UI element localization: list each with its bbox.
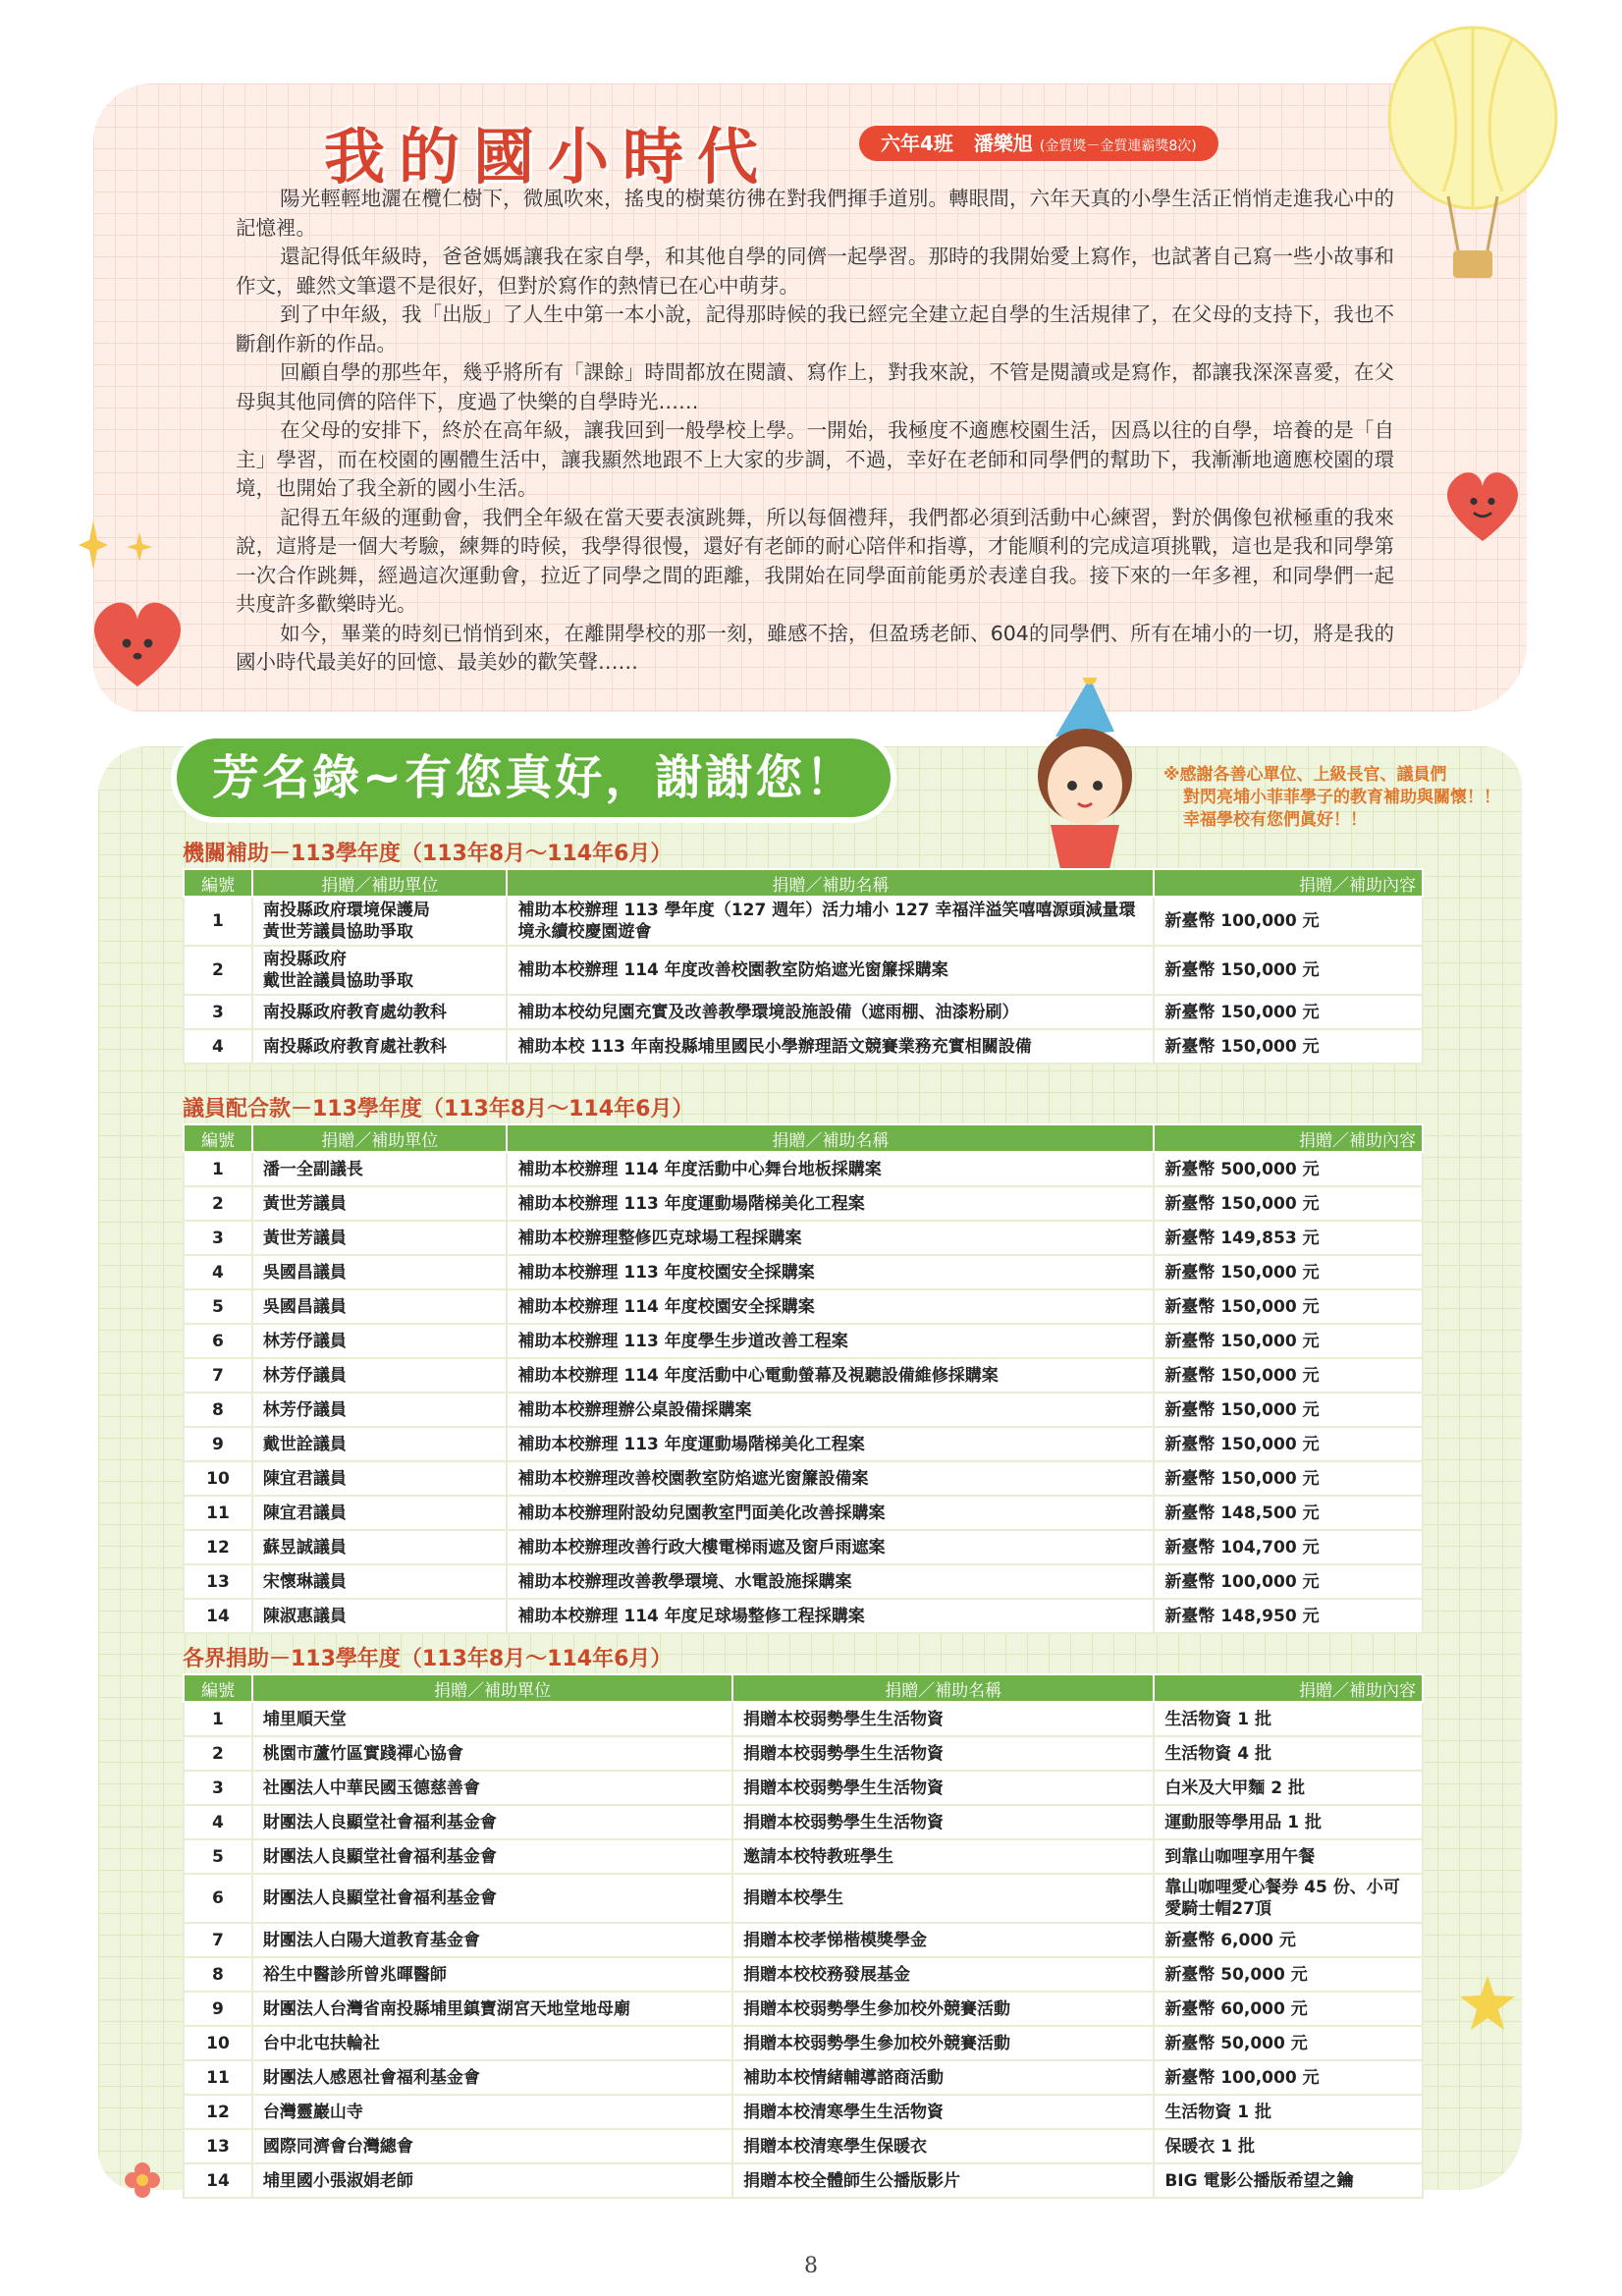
donor-unit: 財團法人台灣省南投縣埔里鎮寶湖宮天地堂地母廟 — [252, 1992, 732, 2026]
donor-unit: 林芳伃議員 — [252, 1324, 508, 1358]
donation-name: 補助本校辦理 114 年度改善校園教室防焰遮光窗簾採購案 — [507, 946, 1154, 995]
row-number: 14 — [184, 2163, 252, 2198]
donation-name: 捐贈本校弱勢學生生活物資 — [732, 1736, 1154, 1771]
table-row — [184, 2129, 1423, 2163]
page-number: 8 — [804, 2254, 818, 2278]
table-row — [184, 2163, 1423, 2198]
community-rows — [184, 1702, 1423, 2198]
table-row — [184, 995, 1423, 1029]
row-number: 10 — [184, 1461, 252, 1496]
donation-content: 新臺幣 150,000 元 — [1154, 1289, 1423, 1324]
donation-name: 補助本校辦理 113 年度學生步道改善工程案 — [507, 1324, 1154, 1358]
agency-rows — [184, 897, 1423, 1064]
donor-unit: 陳宜君議員 — [252, 1496, 508, 1530]
header-no: 編號 — [184, 1674, 252, 1702]
story-paragraph: 回顧自學的那些年，幾乎將所有「課餘」時間都放在閱讀、寫作上，對我來說，不管是閱讀或是寫作，都讓我深深喜愛，在父母與其他同儕的陪伴下，度過了快樂的自學時光…… — [236, 360, 1394, 413]
author-name: 潘樂旭 — [973, 132, 1033, 155]
author-class: 六年4班 — [881, 132, 953, 155]
donation-content: 新臺幣 148,950 元 — [1154, 1599, 1423, 1633]
donation-content: 新臺幣 150,000 元 — [1154, 1255, 1423, 1289]
header-unit: 捐贈／補助單位 — [252, 869, 508, 897]
donation-content: 新臺幣 149,853 元 — [1154, 1221, 1423, 1255]
donation-content: 靠山咖哩愛心餐券 45 份、小可愛騎士帽27頂 — [1154, 1874, 1423, 1923]
row-number: 6 — [184, 1324, 252, 1358]
table-row — [184, 897, 1423, 946]
row-number: 3 — [184, 1771, 252, 1805]
row-number: 11 — [184, 2060, 252, 2095]
donation-name: 補助本校辦理改善校園教室防焰遮光窗簾設備案 — [507, 1461, 1154, 1496]
agency-table — [183, 868, 1424, 1065]
donation-name: 捐贈本校弱勢學生生活物資 — [732, 1805, 1154, 1839]
donor-unit: 財團法人良顯堂社會福利基金會 — [252, 1805, 732, 1839]
header-content: 捐贈／補助內容 — [1154, 1674, 1423, 1702]
donor-unit: 裕生中醫診所曾兆暉醫師 — [252, 1957, 732, 1992]
donor-unit: 南投縣政府環境保護局 黃世芳議員協助爭取 — [252, 897, 508, 946]
donation-content: 新臺幣 500,000 元 — [1154, 1152, 1423, 1186]
girl-character-icon — [1011, 678, 1159, 874]
header-name: 捐贈／補助名稱 — [732, 1674, 1154, 1702]
donation-name: 補助本校辦理 113 年度運動場階梯美化工程案 — [507, 1186, 1154, 1221]
donation-name: 捐贈本校清寒學生保暖衣 — [732, 2129, 1154, 2163]
author-award: (金質獎－金質連霸獎8次) — [1039, 138, 1197, 154]
sparkle-icon — [79, 520, 157, 570]
row-number: 4 — [184, 1029, 252, 1064]
row-number: 8 — [184, 1957, 252, 1992]
row-number: 12 — [184, 1530, 252, 1564]
story-paragraph: 記得五年級的運動會，我們全年級在當天要表演跳舞，所以每個禮拜，我們都必須到活動中心練習，對於偶像包袱極重的我來說，這將是一個大考驗，練舞的時候，我學得很慢，還好有老師的耐心陪伴和指導，才能順利的完成這項挑戰，這也是我和同學第一次合作跳舞，經過這次運動會，拉近了同學之間的距離，我開始在同學面前能勇於表達自我。接下來的一年多裡，和同學們一起共度許多歡樂時光。 — [236, 505, 1394, 616]
donation-content: 生活物資 4 批 — [1154, 1736, 1423, 1771]
row-number: 9 — [184, 1992, 252, 2026]
donor-unit: 台中北屯扶輪社 — [252, 2026, 732, 2060]
story-title: 我的國小時代 — [324, 121, 773, 192]
donor-unit: 桃園市蘆竹區實踐禪心協會 — [252, 1736, 732, 1771]
section-title-agency: 機關補助－113學年度（113年8月～114年6月） — [183, 842, 673, 866]
table-row — [184, 1029, 1423, 1064]
table-row — [184, 2060, 1423, 2095]
story-paragraph: 如今，畢業的時刻已悄悄到來，在離開學校的那一刻，雖感不捨，但盈琇老師、604的同學們、所有在埔小的一切，將是我的國小時代最美好的回憶、最美妙的歡笑聲…… — [236, 621, 1394, 674]
table-row — [184, 1736, 1423, 1771]
donation-content: 新臺幣 150,000 元 — [1154, 1358, 1423, 1393]
table-row — [184, 1805, 1423, 1839]
thanks-note-line: 對閃亮埔小菲菲學子的教育補助與關懷！！ — [1183, 788, 1500, 807]
donor-unit: 黃世芳議員 — [252, 1186, 508, 1221]
donation-name: 補助本校辦理改善行政大樓電梯雨遮及窗戶雨遮案 — [507, 1530, 1154, 1564]
row-number: 6 — [184, 1874, 252, 1923]
donor-unit: 財團法人良顯堂社會福利基金會 — [252, 1874, 732, 1923]
table-row — [184, 1530, 1423, 1564]
donation-content: 新臺幣 6,000 元 — [1154, 1923, 1423, 1957]
donation-content: 新臺幣 150,000 元 — [1154, 1461, 1423, 1496]
header-no: 編號 — [184, 1124, 252, 1152]
table-row — [184, 1324, 1423, 1358]
row-number: 5 — [184, 1289, 252, 1324]
row-number: 8 — [184, 1393, 252, 1427]
donation-content: 到靠山咖哩享用午餐 — [1154, 1839, 1423, 1874]
donor-unit: 林芳伃議員 — [252, 1393, 508, 1427]
row-number: 5 — [184, 1839, 252, 1874]
donor-unit: 財團法人白陽大道教育基金會 — [252, 1923, 732, 1957]
donor-unit: 財團法人感恩社會福利基金會 — [252, 2060, 732, 2095]
table-row — [184, 1427, 1423, 1461]
donation-name: 補助本校情緒輔導諮商活動 — [732, 2060, 1154, 2095]
table-header-row — [184, 1674, 1423, 1702]
councilor-table — [183, 1123, 1424, 1634]
donation-name: 捐贈本校清寒學生生活物資 — [732, 2095, 1154, 2129]
table-row — [184, 1957, 1423, 1992]
donation-content: BIG 電影公播版希望之鑰 — [1154, 2163, 1423, 2198]
section-title-councilor: 議員配合款－113學年度（113年8月～114年6月） — [183, 1097, 694, 1121]
row-number: 7 — [184, 1358, 252, 1393]
table-row — [184, 1221, 1423, 1255]
row-number: 1 — [184, 1702, 252, 1736]
story-paragraph: 還記得低年級時，爸爸媽媽讓我在家自學，和其他自學的同儕一起學習。那時的我開始愛上寫作，也試著自己寫一些小故事和作文，雖然文筆還不是很好，但對於寫作的熱情已在心中萌芽。 — [236, 245, 1394, 298]
row-number: 1 — [184, 897, 252, 946]
table-row — [184, 1771, 1423, 1805]
donor-unit: 社團法人中華民國玉德慈善會 — [252, 1771, 732, 1805]
row-number: 2 — [184, 1736, 252, 1771]
story-paragraph: 陽光輕輕地灑在欖仁樹下，微風吹來，搖曳的樹葉彷彿在對我們揮手道別。轉眼間，六年天真的小學生活正悄悄走進我心中的記憶裡。 — [236, 187, 1394, 240]
table-row — [184, 946, 1423, 995]
table-row — [184, 2026, 1423, 2060]
table-header-row — [184, 869, 1423, 897]
thanks-note-line: 幸福學校有您們眞好！！ — [1183, 810, 1367, 830]
row-number: 4 — [184, 1805, 252, 1839]
table-row — [184, 1255, 1423, 1289]
donation-name: 補助本校辦理整修匹克球場工程採購案 — [507, 1221, 1154, 1255]
donation-content: 新臺幣 150,000 元 — [1154, 946, 1423, 995]
donor-unit: 潘一全副議長 — [252, 1152, 508, 1186]
donation-name: 捐贈本校弱勢學生參加校外競賽活動 — [732, 2026, 1154, 2060]
donation-name: 捐贈本校全體師生公播版影片 — [732, 2163, 1154, 2198]
donation-name: 補助本校辦理辦公桌設備採購案 — [507, 1393, 1154, 1427]
row-number: 12 — [184, 2095, 252, 2129]
donation-name: 補助本校辦理 114 年度校園安全採購案 — [507, 1289, 1154, 1324]
donation-name: 補助本校辦理 114 年度活動中心舞台地板採購案 — [507, 1152, 1154, 1186]
donation-content: 新臺幣 150,000 元 — [1154, 1393, 1423, 1427]
donor-unit: 南投縣政府教育處社教科 — [252, 1029, 508, 1064]
donation-content: 新臺幣 60,000 元 — [1154, 1992, 1423, 2026]
donation-content: 新臺幣 50,000 元 — [1154, 2026, 1423, 2060]
donor-unit: 吳國昌議員 — [252, 1255, 508, 1289]
thanks-title: 芳名錄~有您真好，謝謝您！ — [177, 738, 891, 817]
donation-content: 新臺幣 150,000 元 — [1154, 1427, 1423, 1461]
donation-name: 捐贈本校校務發展基金 — [732, 1957, 1154, 1992]
donation-name: 捐贈本校學生 — [732, 1874, 1154, 1923]
table-row — [184, 1992, 1423, 2026]
donation-content: 保暖衣 1 批 — [1154, 2129, 1423, 2163]
donation-name: 補助本校幼兒園充實及改善教學環境設施設備（遮雨棚、油漆粉刷） — [507, 995, 1154, 1029]
donor-unit: 國際同濟會台灣總會 — [252, 2129, 732, 2163]
header-name: 捐贈／補助名稱 — [507, 1124, 1154, 1152]
row-number: 10 — [184, 2026, 252, 2060]
donation-content: 新臺幣 50,000 元 — [1154, 1957, 1423, 1992]
donation-content: 新臺幣 150,000 元 — [1154, 1186, 1423, 1221]
donation-content: 新臺幣 150,000 元 — [1154, 1324, 1423, 1358]
donor-unit: 南投縣政府 戴世詮議員協助爭取 — [252, 946, 508, 995]
donation-content: 新臺幣 148,500 元 — [1154, 1496, 1423, 1530]
donor-unit: 戴世詮議員 — [252, 1427, 508, 1461]
author-badge — [859, 126, 1218, 161]
donor-unit: 陳宜君議員 — [252, 1461, 508, 1496]
donation-name: 補助本校辦理改善教學環境、水電設施採購案 — [507, 1564, 1154, 1599]
table-header-row — [184, 1124, 1423, 1152]
donor-unit: 林芳伃議員 — [252, 1358, 508, 1393]
table-row — [184, 1839, 1423, 1874]
table-row — [184, 1496, 1423, 1530]
star-icon — [1458, 1974, 1517, 2033]
donation-name: 捐贈本校弱勢學生生活物資 — [732, 1702, 1154, 1736]
table-row — [184, 1874, 1423, 1923]
donation-content: 新臺幣 100,000 元 — [1154, 1564, 1423, 1599]
donation-content: 新臺幣 150,000 元 — [1154, 1029, 1423, 1064]
table-row — [184, 1461, 1423, 1496]
thanks-note-line: ※感謝各善心單位、上級長官、議員們 — [1163, 765, 1447, 785]
row-number: 11 — [184, 1496, 252, 1530]
table-row — [184, 1564, 1423, 1599]
donation-content: 新臺幣 150,000 元 — [1154, 995, 1423, 1029]
header-content: 捐贈／補助內容 — [1154, 1124, 1423, 1152]
donation-name: 補助本校辦理 113 學年度（127 週年）活力埔小 127 幸福洋溢笑嘻嘻源頭減量環境永續校慶園遊會 — [507, 897, 1154, 946]
header-content: 捐贈／補助內容 — [1154, 869, 1423, 897]
hot-air-balloon-icon — [1375, 20, 1571, 295]
donation-content: 運動服等學用品 1 批 — [1154, 1805, 1423, 1839]
donation-content: 新臺幣 100,000 元 — [1154, 897, 1423, 946]
row-number: 4 — [184, 1255, 252, 1289]
donation-content: 生活物資 1 批 — [1154, 2095, 1423, 2129]
donation-name: 補助本校辦理附設幼兒園教室門面美化改善採購案 — [507, 1496, 1154, 1530]
donation-name: 捐贈本校弱勢學生生活物資 — [732, 1771, 1154, 1805]
table-row — [184, 1393, 1423, 1427]
table-row — [184, 1186, 1423, 1221]
table-row — [184, 1702, 1423, 1736]
donation-name: 補助本校辦理 114 年度活動中心電動螢幕及視聽設備維修採購案 — [507, 1358, 1154, 1393]
table-row — [184, 1358, 1423, 1393]
donor-unit: 南投縣政府教育處幼教科 — [252, 995, 508, 1029]
donor-unit: 蘇昱誠議員 — [252, 1530, 508, 1564]
header-unit: 捐贈／補助單位 — [252, 1674, 732, 1702]
row-number: 13 — [184, 2129, 252, 2163]
donor-unit: 埔里順天堂 — [252, 1702, 732, 1736]
table-row — [184, 1289, 1423, 1324]
heart-face-icon — [83, 589, 191, 697]
story-body — [236, 185, 1394, 678]
donation-name: 補助本校 113 年南投縣埔里國民小學辦理語文競賽業務充實相關設備 — [507, 1029, 1154, 1064]
table-row — [184, 1152, 1423, 1186]
donation-name: 補助本校辦理 114 年度足球場整修工程採購案 — [507, 1599, 1154, 1633]
donation-content: 新臺幣 104,700 元 — [1154, 1530, 1423, 1564]
row-number: 3 — [184, 1221, 252, 1255]
donation-content: 生活物資 1 批 — [1154, 1702, 1423, 1736]
donation-name: 邀請本校特教班學生 — [732, 1839, 1154, 1874]
table-row — [184, 1599, 1423, 1633]
donor-unit: 陳淑惠議員 — [252, 1599, 508, 1633]
section-title-community: 各界捐助－113學年度（113年8月～114年6月） — [183, 1647, 673, 1671]
donation-name: 補助本校辦理 113 年度校園安全採購案 — [507, 1255, 1154, 1289]
header-no: 編號 — [184, 869, 252, 897]
thanks-note — [1163, 764, 1517, 832]
donor-unit: 宋懷琳議員 — [252, 1564, 508, 1599]
donor-unit: 財團法人良顯堂社會福利基金會 — [252, 1839, 732, 1874]
story-paragraph: 在父母的安排下，終於在高年級，讓我回到一般學校上學。一開始，我極度不適應校園生活，因爲以往的自學，培養的是「自主」學習，而在校園的團體生活中，讓我顯然地跟不上大家的步調，不過，幸好在老師和同學們的幫助下，我漸漸地適應校園的環境，也開始了我全新的國小生活。 — [236, 418, 1394, 500]
donation-content: 白米及大甲麵 2 批 — [1154, 1771, 1423, 1805]
donor-unit: 埔里國小張淑娟老師 — [252, 2163, 732, 2198]
row-number: 3 — [184, 995, 252, 1029]
donor-unit: 吳國昌議員 — [252, 1289, 508, 1324]
header-unit: 捐贈／補助單位 — [252, 1124, 508, 1152]
row-number: 2 — [184, 1186, 252, 1221]
donation-content: 新臺幣 100,000 元 — [1154, 2060, 1423, 2095]
councilor-rows — [184, 1152, 1423, 1633]
donation-name: 補助本校辦理 113 年度運動場階梯美化工程案 — [507, 1427, 1154, 1461]
community-table — [183, 1673, 1424, 2199]
table-row — [184, 1923, 1423, 1957]
donor-unit: 台灣靈巖山寺 — [252, 2095, 732, 2129]
row-number: 1 — [184, 1152, 252, 1186]
donation-name: 捐贈本校孝悌楷模獎學金 — [732, 1923, 1154, 1957]
row-number: 13 — [184, 1564, 252, 1599]
row-number: 2 — [184, 946, 252, 995]
row-number: 14 — [184, 1599, 252, 1633]
story-paragraph: 到了中年級，我「出版」了人生中第一本小說，記得那時候的我已經完全建立起自學的生活規律了，在父母的支持下，我也不斷創作新的作品。 — [236, 302, 1394, 355]
row-number: 9 — [184, 1427, 252, 1461]
flower-icon — [123, 2160, 162, 2200]
heart-face-icon — [1438, 462, 1527, 550]
header-name: 捐贈／補助名稱 — [507, 869, 1154, 897]
table-row — [184, 2095, 1423, 2129]
donation-name: 捐贈本校弱勢學生參加校外競賽活動 — [732, 1992, 1154, 2026]
donor-unit: 黃世芳議員 — [252, 1221, 508, 1255]
row-number: 7 — [184, 1923, 252, 1957]
